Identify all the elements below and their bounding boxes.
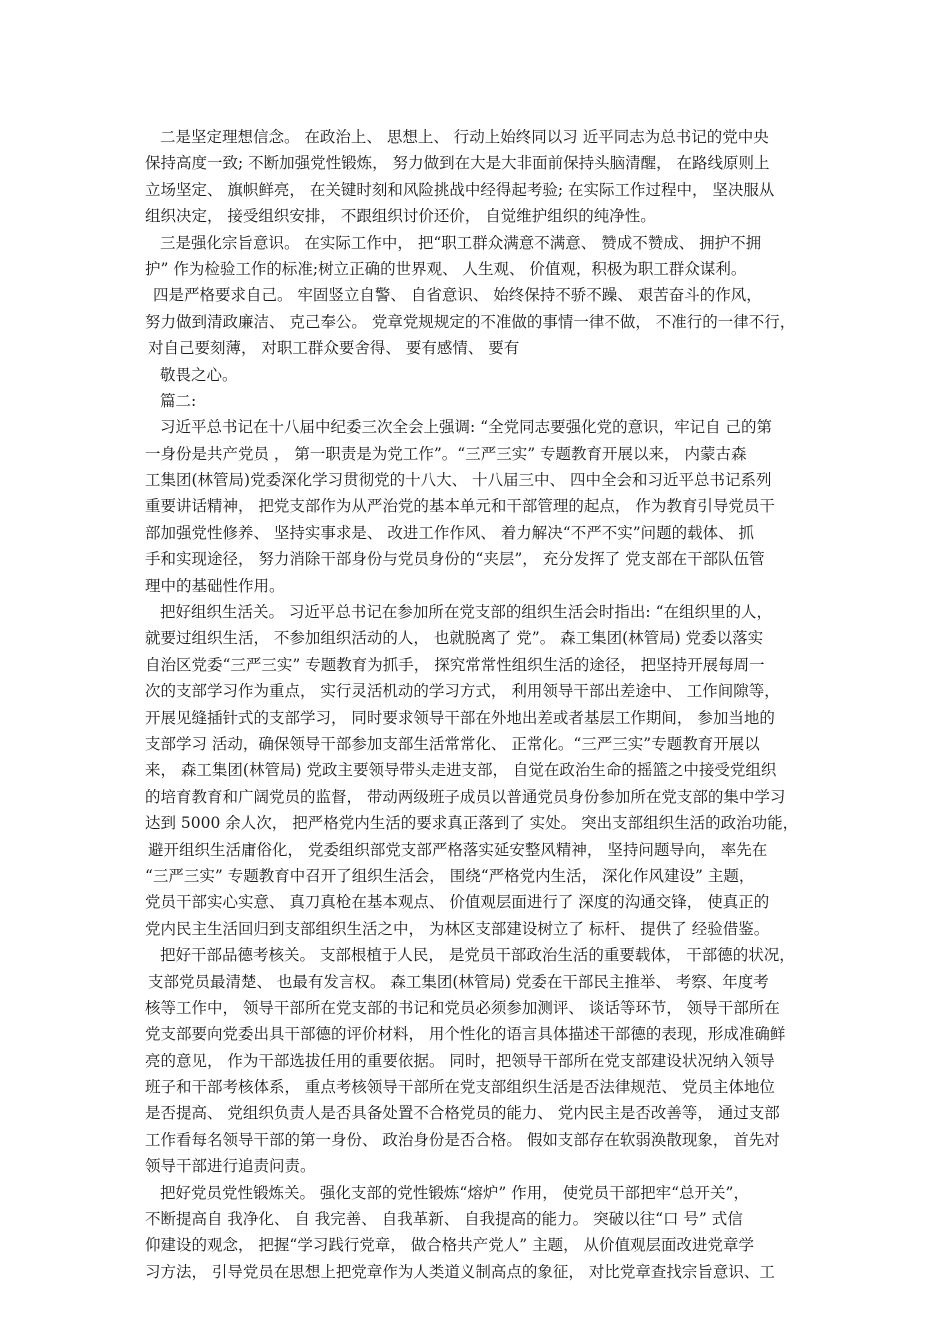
section-heading: 篇二: [160,391,197,410]
paragraph-line: 二是坚定理想信念。 在政治上、 思想上、 行动上始终同以习 近平同志为总书记的党中央 [160,128,769,146]
paragraph-line: 开展见缝插针式的支部学习， 同时要求领导干部在外地出差或者基层工作期间， 参加当地的 [145,708,775,727]
paragraph-line: 班子和干部考核体系， 重点考核领导干部所在党支部组织生活是否法律规范、 党员主体地位 [145,1078,775,1097]
paragraph-line: 达到 5000 余人次， 把严格党内生活的要求真正落到了 实处。 突出支部组织生活的政治功能， [145,814,799,833]
paragraph-line: 三是强化宗旨意识。 在实际工作中， 把“职工群众满意不满意、 赞成不赞成、 拥护不拥 [160,233,762,252]
paragraph-line: 四是严格要求自己。 牢固竖立自警、 自省意识、 始终保持不骄不躁、 艰苦奋斗的作风， [153,286,762,305]
paragraph-line: 把好组织生活关。 习近平总书记在参加所在党支部的组织生活会时指出: “在组织里的人， [160,603,773,622]
paragraph-line: 是否提高、 党组织负责人是否具备处置不合格党员的能力、 党内民主是否改善等， 通过支部 [145,1104,780,1123]
document-body [145,124,813,1285]
paragraph-line: 理中的基础性作用。 [145,576,285,595]
paragraph-line: 努力做到清政廉洁、 克己奉公。 党章党规规定的不准做的事情一律不做， 不准行的一律不行， [145,312,796,331]
paragraph-line: 仰建设的观念， 把握“学习践行党章， 做合格共产党人” 主题， 从价值观层面改进党章学 [145,1236,755,1255]
paragraph-line: 立场坚定、 旗帜鲜亮， 在关键时刻和风险挑战中经得起考验; 在实际工作过程中， 坚决服从 [145,180,775,199]
paragraph-line: 来， 森工集团(林管局) 党政主要领导带头走进支部， 自觉在政治生命的摇篮之中接受党组织 [145,761,777,780]
paragraph-line: 不断提高自 我净化、 自 我完善、 自我革新、 自我提高的能力。 突破以往“口 号” 式信 [145,1210,743,1229]
paragraph-line: 手和实现途径， 努力消除干部身份与党员身份的“夹层”， 充分发挥了 党支部在干部队伍管 [145,550,765,569]
paragraph-line: 一身份是共产党员 ， 第一职责是为党工作”。“三严三实” 专题教育开展以来， 内蒙古森 [145,444,747,463]
paragraph-line: 习方法， 引导党员在思想上把党章作为人类道义制高点的象征， 对比党章查找宗旨意识、工 [145,1262,775,1281]
paragraph-line: 支部学习 活动，确保领导干部参加支部生活常常化、 正常化。“三严三实”专题教育开展以 [145,734,760,753]
paragraph-line: 的培育教育和广阔党员的监督， 带动两级班子成员以普通党员身份参加所在党支部的集中学习 [145,787,786,806]
paragraph-line: 工集团(林管局)党委深化学习贯彻党的十八大、 十八届三中、 四中全会和习近平总书记系列 [145,471,772,490]
paragraph-line: 把好党员党性锻炼关。 强化支部的党性锻炼“熔炉” 作用， 使党员干部把牢“总开关”， [160,1183,749,1202]
paragraph-line: 重要讲话精神， 把党支部作为从严治党的基本单元和干部管理的起点， 作为教育引导党员干 [145,497,775,516]
paragraph-line: “三严三实” 专题教育中召开了组织生活会， 围绕“严格党内生活， 深化作风建设” 主题， [145,866,755,885]
paragraph-line: 习近平总书记在十八届中纪委三次全会上强调: “全党同志要强化党的意识，牢记自 己的第 [160,418,773,437]
paragraph-line: 组织决定， 接受组织安排， 不跟组织讨价还价， 自觉维护组织的纯净性。 [145,207,656,226]
paragraph-line: 党内民主生活回归到支部组织生活之中， 为林区支部建设树立了 标杆、 提供了 经验借鉴。 [145,919,770,938]
paragraph-line: 部加强党性修养、 坚持实事求是、 改进工作作风、 着力解决“不严不实”问题的载体、 抓 [145,523,755,542]
paragraph-line: 避开组织生活庸俗化， 党委组织部党支部严格落实延安整风精神， 坚持问题导向， 率先在 [148,840,768,859]
paragraph-line: 核等工作中， 领导干部所在党支部的书记和党员必须参加测评、 谈话等环节， 领导干部所在 [145,998,780,1017]
paragraph-line: 次的支部学习作为重点， 实行灵活机动的学习方式， 利用领导干部出差途中、 工作间隙等， [145,682,780,701]
paragraph-line: 党员干部实心实意、 真刀真枪在基本观点、 价值观层面进行了 深度的沟通交锋， 使真正的 [145,893,770,912]
paragraph-line: 亮的意见， 作为干部选拔任用的重要依据。 同时，把领导干部所在党支部建设状况纳入领导 [145,1051,775,1070]
paragraph-line: 支部党员最清楚、 也最有发言权。 森工集团(林管局) 党委在干部民主推举、 考察、年度考 [148,972,769,991]
paragraph-line: 工作看每名领导干部的第一身份、 政治身份是否合格。 假如支部存在软弱涣散现象， 首先对 [145,1130,780,1149]
paragraph-line: 自治区党委“三严三实” 专题教育为抓手， 探究常常性组织生活的途径， 把坚持开展每周一 [145,655,765,674]
paragraph-line: 护” 作为检验工作的标准;树立正确的世界观、 人生观、 价值观，积极为职工群众谋利。 [145,259,747,278]
paragraph-line: 领导干部进行追责问责。 [145,1157,316,1176]
paragraph-line: 保持高度一致; 不断加强党性锻炼， 努力做到在大是大非面前保持头脑清醒， 在路线原则上 [145,154,770,173]
paragraph-line: 对自己要刻薄， 对职工群众要舍得、 要有感情、 要有 [148,339,520,358]
paragraph-line: 党支部要向党委出具干部德的评价材料， 用个性化的语言具体描述干部德的表现，形成准确鲜 [145,1025,786,1044]
paragraph-line: 敬畏之心。 [160,365,238,384]
paragraph-line: 就要过组织生活， 不参加组织活动的人， 也就脱离了 党”。 森工集团(林管局) 党委以落实 [145,629,764,648]
paragraph-line: 把好干部品德考核关。 支部根植于人民， 是党员干部政治生活的重要载体， 干部德的状况， [160,946,795,965]
